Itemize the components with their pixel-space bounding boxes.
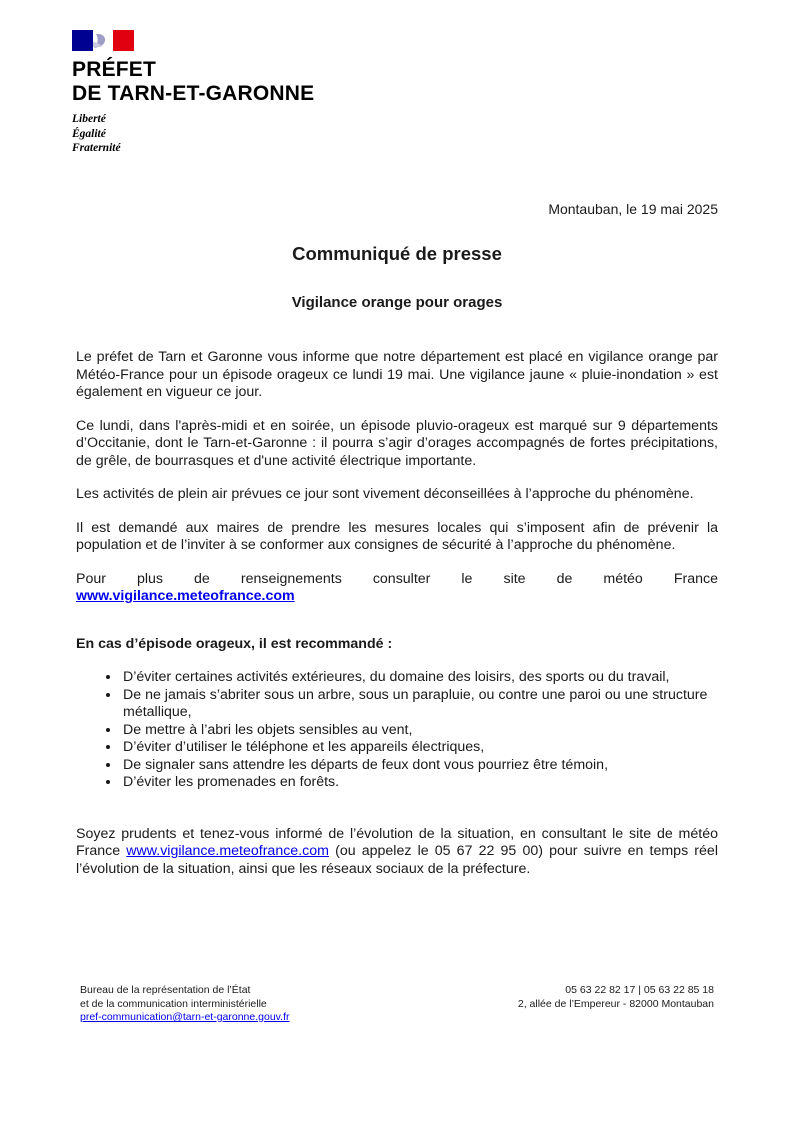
info-paragraph <box>76 571 718 589</box>
footer-contact <box>80 984 289 1025</box>
footer-street-address: 2, allée de l’Empereur - 82000 Montauban <box>517 997 714 1010</box>
footer-office-line2: et de la communication interministérielle <box>80 997 267 1010</box>
info-text: Pour plus de renseignements consulter le site de météo France <box>76 570 718 587</box>
paragraph: Le préfet de Tarn et Garonne vous informe que notre département est placé en vigilance orange par Météo-France pour un épisode orageux ce lundi 19 mai. Une vigilance jaune « pluie-inondation » est également en vigueur ce jour. <box>76 349 718 400</box>
marianne-flag-icon <box>72 30 134 51</box>
paragraph: Il est demandé aux maires de prendre les mesures locales qui s’imposent afin de prévenir la population et de l’inviter à se conformer aux consignes de sécurité à l’approche du phénomène. <box>76 519 718 553</box>
vigilance-link[interactable]: www.vigilance.meteofrance.com <box>76 588 295 604</box>
motto-fraternite: Fraternité <box>72 142 121 154</box>
press-release-body <box>76 349 718 894</box>
paragraph: Ce lundi, dans l'après-midi et en soirée, un épisode pluvio-orageux est marqué sur 9 départements d’Occitanie, dont le Tarn-et-Garonne : il pourra s’agir d’orages accompagnés de fortes précipitations, de grêle, de bourrasques et d'une activité électrique importante. <box>76 417 718 469</box>
prefet-line1: PRÉFET <box>72 58 157 81</box>
footer-email-link[interactable]: pref-communication@tarn-et-garonne.gouv.fr <box>80 1011 290 1023</box>
republic-motto <box>72 112 121 156</box>
page-subtitle: Vigilance orange pour orages <box>291 294 503 311</box>
recommendations-list <box>76 669 718 792</box>
paragraph: Les activités de plein air prévues ce jour sont vivement déconseillées à l’approche du phénomène. <box>76 486 694 502</box>
closing-text-2: (ou appelez le 05 67 22 95 00) pour suivre en temps réel l’évolution de la situation, ainsi que les réseaux sociaux de la préfecture. <box>76 843 718 877</box>
document-date: Montauban, le 19 mai 2025 <box>548 201 718 217</box>
footer-address <box>518 984 714 1011</box>
footer-office-line1: Bureau de la représentation de l’État <box>80 984 251 996</box>
list-item: • D’éviter les promenades en forêts. <box>121 774 718 792</box>
prefecture-name <box>72 58 314 106</box>
vigilance-link-closing[interactable]: www.vigilance.meteofrance.com <box>126 843 329 859</box>
closing-paragraph <box>76 826 718 879</box>
list-item: • D’éviter d’utiliser le téléphone et les appareils électriques, <box>121 739 718 757</box>
page-title: Communiqué de presse <box>292 243 502 264</box>
motto-egalite: Égalité <box>72 127 106 140</box>
recommendations-title: En cas d’épisode orageux, il est recommandé : <box>76 635 393 652</box>
list-item: • De signaler sans attendre les départs de feux dont vous pourriez être témoin, <box>121 757 718 775</box>
list-item: • De ne jamais s’abriter sous un arbre, sous un parapluie, ou contre une paroi ou une structure métallique, <box>121 687 718 722</box>
list-item: • D’éviter certaines activités extérieures, du domaine des loisirs, des sports ou du travail, <box>121 669 718 687</box>
footer-phones: 05 63 22 82 17 | 05 63 22 85 18 <box>565 984 714 996</box>
list-item: • De mettre à l’abri les objets sensibles au vent, <box>121 722 718 740</box>
prefet-line2: DE TARN-ET-GARONNE <box>72 82 315 105</box>
motto-liberte: Liberté <box>72 113 106 125</box>
closing-text-1: Soyez prudents et tenez-vous informé de l’évolution de la situation, en consultant le site de météo France <box>76 825 718 859</box>
